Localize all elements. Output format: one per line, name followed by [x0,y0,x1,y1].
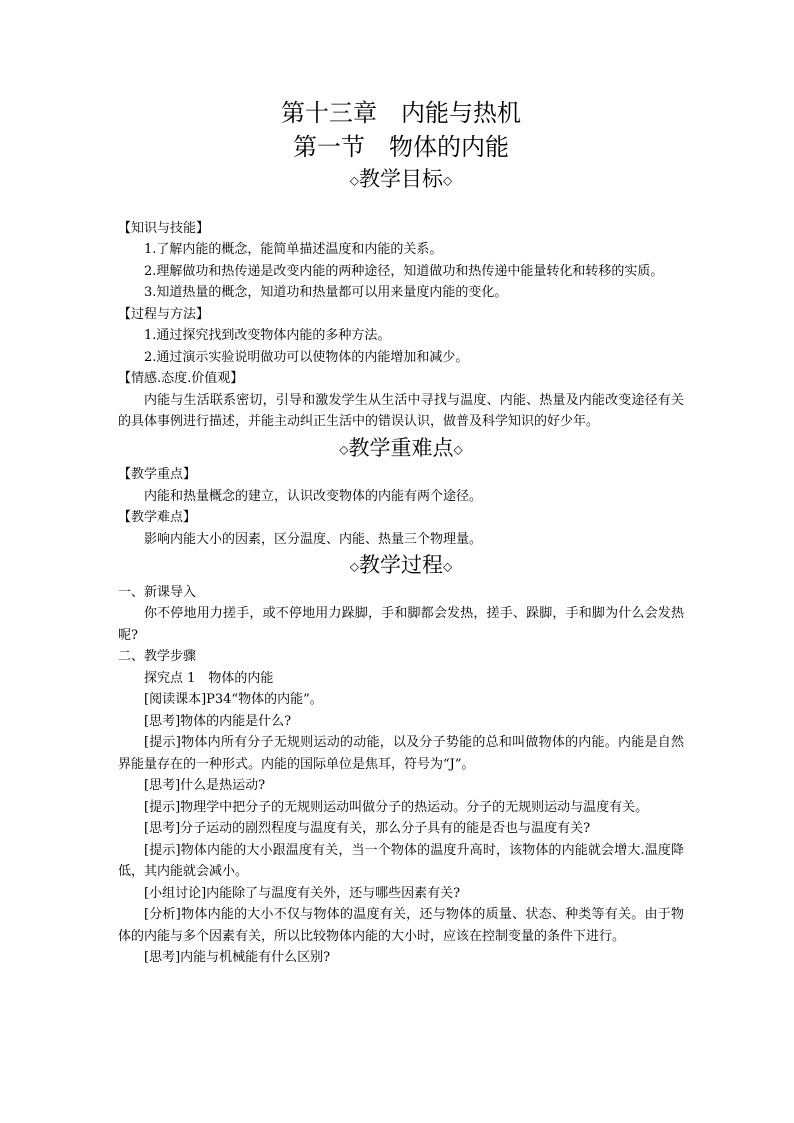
process-method-label: 【过程与方法】 [118,306,210,322]
process-heading [118,550,684,582]
step-line: [思考]分子运动的剧烈程度与温度有关，那么分子具有的能是否也与温度有关? [144,821,591,836]
process-method-item-2: 2.通过演示实验说明做功可以使物体的内能增加和减少。 [144,349,469,365]
section-title: 第一节 物体的内能 [293,133,509,161]
step-line: [小组讨论]内能除了与温度有关外，还与哪些因素有关? [144,885,461,901]
emotion-text: 内能与生活联系密切，引导和激发学生从生活中寻找与温度、内能、热量及内能改变途径有关的具体事例进行描述，并能主动纠正生活中的错误认识，做普及科学知识的好少年。 [118,392,684,429]
step-line: [阅读课本]P34“物体的内能”。 [144,692,323,707]
step-line: [思考]内能与机械能有什么区别? [144,950,331,965]
step-line: [提示]物体内能的大小跟温度有关，当一个物体的温度升高时，该物体的内能就会增大.温度降低，其内能就会减小。 [118,842,684,879]
diamond-icon: ◇ [349,173,359,188]
knowledge-item-1: 1.了解内能的概念，能简单描述温度和内能的关系。 [144,242,443,257]
difficulty-text: 影响内能大小的因素，区分温度、内能、热量三个物理量。 [144,531,483,547]
knowledge-item-2: 2.理解做功和热传递是改变内能的两种途径，知道做功和热传递中能量转化和转移的实质。 [144,263,664,279]
intro-text: 你不停地用力搓手，或不停地用力跺脚，手和脚都会发热，搓手、跺脚，手和脚为什么会发热呢? [118,606,684,643]
diamond-icon: ◇ [349,559,359,574]
diamond-icon: ◇ [339,442,349,456]
chapter-title: 第十三章 内能与热机 [281,99,521,127]
focus-text: 内能和热量概念的建立，认识改变物体的内能有两个途径。 [144,488,483,504]
step-line: [提示]物体内所有分子无规则运动的动能，以及分子势能的总和叫做物体的内能。内能是自然界能量存在的一种形式。内能的国际单位是焦耳，符号为“J”。 [118,735,684,772]
steps-label: 二、教学步骤 [118,649,197,664]
focus-label: 【教学重点】 [118,467,197,482]
step-line: 探究点 1 物体的内能 [144,670,274,686]
diamond-icon: ◇ [443,173,453,188]
key-points-heading-text: 教学重难点 [348,435,454,460]
key-points-heading [118,433,684,465]
diamond-icon: ◇ [453,442,463,456]
process-method-item-1: 1.通过探究找到改变物体内能的多种方法。 [144,328,391,343]
emotion-label: 【情感.态度.价值观】 [118,371,244,386]
goals-heading [118,164,684,196]
step-line: [分析]物体内能的大小不仅与物体的温度有关，还与物体的质量、状态、种类等有关。由于物体的内能与多个因素有关，所以比较物体内能的大小时，应该在控制变量的条件下进行。 [118,907,684,944]
knowledge-item-3: 3.知道热量的概念，知道功和热量都可以用来量度内能的变化。 [144,285,508,300]
step-line: [思考]什么是热运动? [144,778,266,793]
goals-heading-text: 教学目标 [359,167,443,191]
intro-label: 一、新课导入 [118,584,197,600]
step-line: [提示]物理学中把分子的无规则运动叫做分子的热运动。分子的无规则运动与温度有关。 [144,799,649,815]
document-page [118,96,684,969]
difficulty-label: 【教学难点】 [118,510,197,525]
knowledge-label: 【知识与技能】 [118,220,210,236]
process-heading-text: 教学过程 [359,553,443,577]
diamond-icon: ◇ [443,559,453,574]
step-line: [思考]物体的内能是什么? [144,713,292,729]
